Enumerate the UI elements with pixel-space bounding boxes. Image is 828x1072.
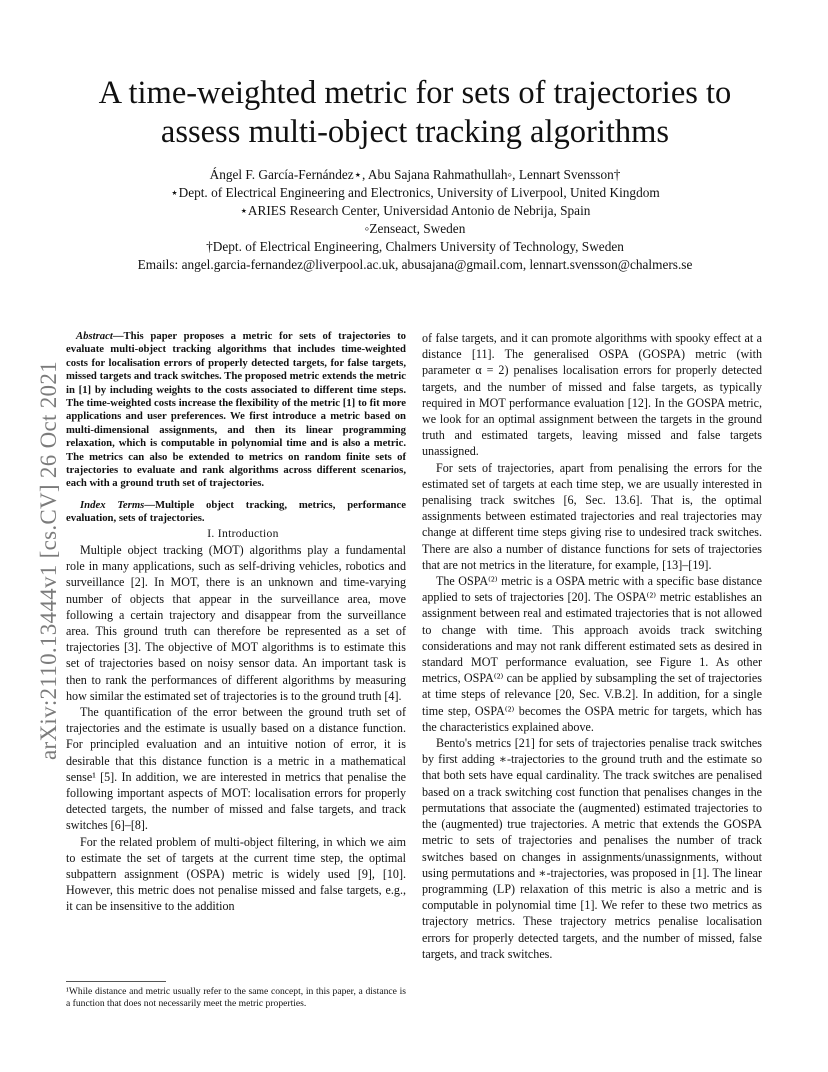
author-names: Ángel F. García-Fernández⋆, Abu Sajana Rahmathullah◦, Lennart Svensson† (209, 167, 621, 182)
title-line-2: assess multi-object tracking algorithms (160, 114, 670, 150)
index-terms (66, 499, 406, 526)
index-terms-label: Index Terms (80, 498, 145, 511)
paragraph: For the related problem of multi-object filtering, in which we aim to estimate the set of targets at the current time step, the optimal subpattern assignment (OSPA) metric is widely used [9], [10]. However, this metric does not penalise missed and false targets, e.g., it can be insensitive to the addition (66, 834, 406, 914)
abstract (66, 330, 406, 491)
affiliation-3: ◦Zenseact, Sweden (364, 221, 466, 236)
arxiv-stamp-text: arXiv:2110.13444v1 [cs.CV] 26 Oct 2021 (36, 361, 61, 760)
index-terms-text: —Multiple object tracking, metrics, performance evaluation, sets of trajectories. (66, 498, 406, 525)
author-block (60, 166, 770, 274)
abstract-label: Abstract (76, 330, 113, 342)
right-column (422, 330, 762, 962)
footnote: ¹While distance and metric usually refer to the same concept, in this paper, a distance is a function that does not necessarily meet the metric properties. (66, 986, 406, 1009)
title-line-1: A time-weighted metric for sets of trajectories to (98, 75, 732, 111)
section-heading: I. Introduction (207, 526, 279, 540)
affiliation-4: †Dept. of Electrical Engineering, Chalmers University of Technology, Sweden (206, 239, 624, 254)
paper-title (60, 74, 770, 152)
paragraph: Multiple object tracking (MOT) algorithms play a fundamental role in many applications, such as self-driving vehicles, robotics and surveillance [2]. In MOT, there is an unknown and time-varying number of objects that appear in the surveillance area, move following a certain trajectory and disappear from the surveillance area. This ground truth can therefore be represented as a set of trajectories [3]. The objective of MOT algorithms is to estimate this set of trajectories based on noisy sensor data. An important task is then to rank the performances of different algorithms by measuring how similar the estimated set of trajectories is to the ground truth [4]. (66, 542, 406, 703)
paragraph: Bento's metrics [21] for sets of trajectories penalise track switches by first adding ∗-trajectories to the ground truth and the estimate so that both sets have equal cardinality. The track switches are penalised based on a track switching cost function that penalises changes in the permutations that associate the (augmented) estimated trajectories to the (augmented) true trajectories. A metric that extends the GOSPA metric to sets of trajectories and penalises the number of track switches based on changes in assignments/unassignments, without using permutations and ∗-trajectories, was proposed in [1]. The linear programming (LP) relaxation of this metric is also a metric and is computable in polynomial time [1]. We refer to these two metrics as trajectory metrics. These trajectory metrics penalise localisation errors for properly detected targets, and the number of missed, false targets, and track switches. (422, 736, 762, 961)
paragraph: of false targets, and it can promote algorithms with spooky effect at a distance [11]. The generalised OSPA (GOSPA) metric (with parameter α = 2) penalises localisation errors for properly detected targets, and the number of missed and false targets, as typically required in MOT performance evaluation [12]. In the GOSPA metric, we look for an optimal assignment between the targets in the ground truth and estimated targets, leaving missed and false targets unassigned. (422, 331, 762, 459)
paragraph: For sets of trajectories, apart from penalising the errors for the estimated set of targets at each time step, we are usually interested in penalising track switches [6, Sec. 13.6]. That is, the optimal assignments between estimated trajectories and real trajectories may change at different time steps giving rise to undesired track switches. There are also a number of distance functions for sets of trajectories that are not metrics in the literature, for example, [13]–[19]. (422, 460, 762, 572)
affiliation-2: ⋆ARIES Research Center, Universidad Antonio de Nebrija, Spain (239, 203, 591, 218)
footnote-rule (66, 981, 166, 982)
left-column (66, 330, 406, 915)
paragraph: The OSPA⁽²⁾ metric is a OSPA metric with a specific base distance applied to sets of trajectories [20]. The OSPA⁽²⁾ metric establishes an assignment between real and estimated trajectories that is not allowed to change with time. This approach avoids track switching considerations and may not rank different estimated sets as desired in standard MOT performance evaluation, see Figure 1. As other metrics, OSPA⁽²⁾ can be applied by subsampling the set of trajectories at time steps of relevance [20, Sec. V.B.2]. In addition, for a single time step, OSPA⁽²⁾ becomes the OSPA metric for targets, which has the characteristics explained above. (422, 574, 762, 734)
abstract-text: —This paper proposes a metric for sets of trajectories to evaluate multi-object tracking algorithms that includes time-weighted costs for localisation errors of properly detected targets, for false targets, missed targets and track switches. The proposed metric extends the metric in [1] by including weights to the costs associated to different time steps. The time-weighted costs increase the flexibility of the metric [1] to fit more applications and user preferences. We first introduce a metric based on multi-dimensional assignments, and then its linear programming relaxation, which is computable in polynomial time and is also a metric. The metrics can also be extended to metrics on random finite sets of trajectories to evaluate and rank algorithms across different scenarios, each with a ground truth set of trajectories. (66, 330, 406, 490)
arxiv-stamp (16, 290, 61, 760)
affiliation-1: ⋆Dept. of Electrical Engineering and Electronics, University of Liverpool, United Kingdom (170, 185, 660, 200)
author-emails: Emails: angel.garcia-fernandez@liverpool.ac.uk, abusajana@gmail.com, lennart.svensson@chalmers.se (137, 257, 693, 272)
paragraph: The quantification of the error between the ground truth set of trajectories and the estimate is usually based on a distance function. For principled evaluation and an intuitive notion of error, it is desirable that this distance function is a metric in a mathematical sense¹ [5]. In addition, we are interested in metrics that penalise the following important aspects of MOT: localisation errors for properly detected targets, the number of missed and false targets, and track switches [6]–[8]. (66, 704, 406, 833)
